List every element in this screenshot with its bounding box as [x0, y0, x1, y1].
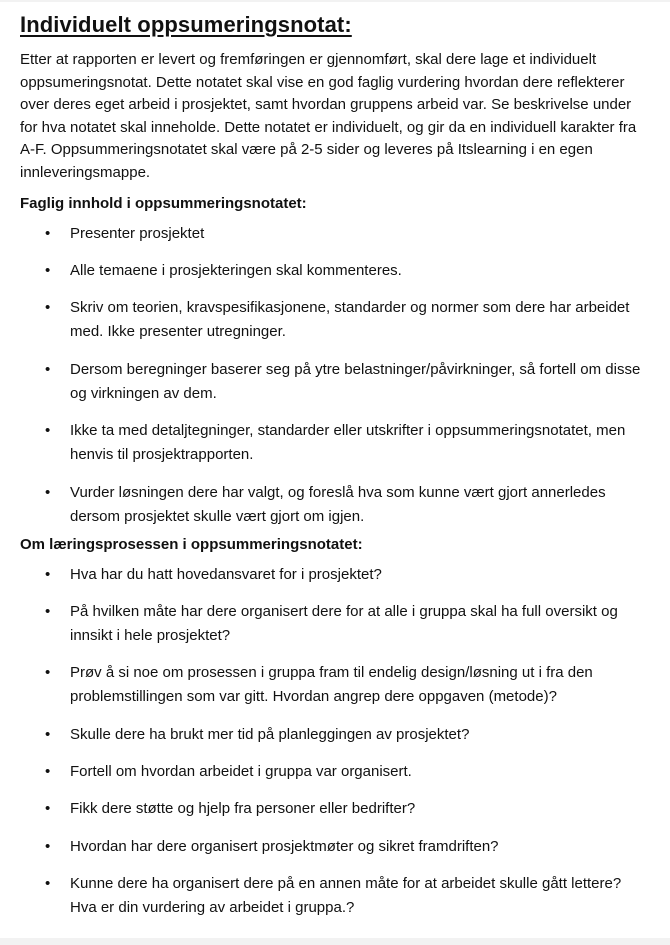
- list-item-text: Kunne dere ha organisert dere på en annen måte for at arbeidet skulle gått lettere? Hva er din vurdering av arbeidet i gruppa.?: [70, 875, 622, 917]
- list-item: [20, 797, 652, 821]
- bullet-icon: •: [45, 261, 51, 279]
- bullet-icon: •: [45, 299, 51, 317]
- bullet-icon: •: [45, 483, 51, 501]
- list-item: [20, 661, 652, 709]
- list-item-text: Hvordan har dere organisert prosjektmøter og sikret framdriften?: [70, 837, 499, 855]
- list-item: [20, 563, 652, 587]
- bullet-list-faglig: [20, 222, 652, 529]
- bullet-icon: •: [45, 565, 51, 583]
- list-item-text: Fortell om hvordan arbeidet i gruppa var organisert.: [70, 763, 412, 781]
- document-title: Individuelt oppsumeringsnotat:: [20, 12, 352, 37]
- list-item-text: Prøv å si noe om prosessen i gruppa fram til endelig design/løsning ut i fra den problemstillingen som var gitt. Hvordan angrep dere oppgaven (metode)?: [70, 664, 593, 706]
- list-item: [20, 481, 652, 529]
- list-item: [20, 358, 652, 406]
- list-item: [20, 419, 652, 467]
- list-item-text: Dersom beregninger baserer seg på ytre belastninger/påvirkninger, så fortell om disse og virkningen av dem.: [70, 360, 641, 402]
- bullet-icon: •: [45, 602, 51, 620]
- intro-paragraph: Etter at rapporten er levert og fremføringen er gjennomført, skal dere lage et individuelt oppsumeringsnotat. Dette notatet skal vise en god faglig vurdering hvordan dere reflekterer over deres eget arbeid i prosjektet, samt hvordan gruppens arbeid var. Se beskrivelse under for hva notatet skal inneholde. Dette notatet er individuelt, og gir da en individuell karakter fra A-F. Oppsummeringsnotatet skal være på 2-5 sider og leveres på Itslearning i en egen innleveringsmappe.: [20, 51, 637, 181]
- section-heading-faglig: Faglig innhold i oppsummeringsnotatet:: [20, 194, 307, 212]
- bullet-icon: •: [45, 763, 51, 781]
- section-heading-laering: Om læringsprosessen i oppsummeringsnotatet:: [20, 535, 363, 553]
- bullet-icon: •: [45, 360, 51, 378]
- list-item: [20, 296, 652, 344]
- list-item-text: Ikke ta med detaljtegninger, standarder eller utskrifter i oppsummeringsnotatet, men henvis til prosjektrapporten.: [70, 422, 626, 464]
- bullet-icon: •: [45, 875, 51, 893]
- bullet-icon: •: [45, 664, 51, 682]
- bullet-icon: •: [45, 224, 51, 242]
- list-item-text: Skriv om teorien, kravspesifikasjonene, standarder og normer som dere har arbeidet med. Ikke presenter utregninger.: [70, 299, 630, 341]
- list-item: [20, 835, 652, 859]
- list-item: [20, 222, 652, 246]
- list-item: [20, 600, 652, 648]
- list-item: [20, 259, 652, 283]
- list-item-text: På hvilken måte har dere organisert dere for at alle i gruppa skal ha full oversikt og innsikt i hele prosjektet?: [70, 602, 618, 644]
- list-item-text: Alle temaene i prosjekteringen skal kommenteres.: [70, 261, 402, 279]
- bullet-list-laering: [20, 563, 652, 921]
- bullet-icon: •: [45, 800, 51, 818]
- document-page: [0, 2, 670, 938]
- list-item-text: Skulle dere ha brukt mer tid på planleggingen av prosjektet?: [70, 725, 470, 743]
- list-item: [20, 760, 652, 784]
- bullet-icon: •: [45, 837, 51, 855]
- bullet-icon: •: [45, 422, 51, 440]
- list-item-text: Vurder løsningen dere har valgt, og foreslå hva som kunne vært gjort annerledes dersom prosjektet skulle vært gjort om igjen.: [70, 483, 606, 525]
- list-item: [20, 723, 652, 747]
- list-item-text: Presenter prosjektet: [70, 224, 205, 242]
- list-item: [20, 872, 652, 920]
- bullet-icon: •: [45, 725, 51, 743]
- list-item-text: Fikk dere støtte og hjelp fra personer eller bedrifter?: [70, 800, 416, 818]
- list-item-text: Hva har du hatt hovedansvaret for i prosjektet?: [70, 565, 382, 583]
